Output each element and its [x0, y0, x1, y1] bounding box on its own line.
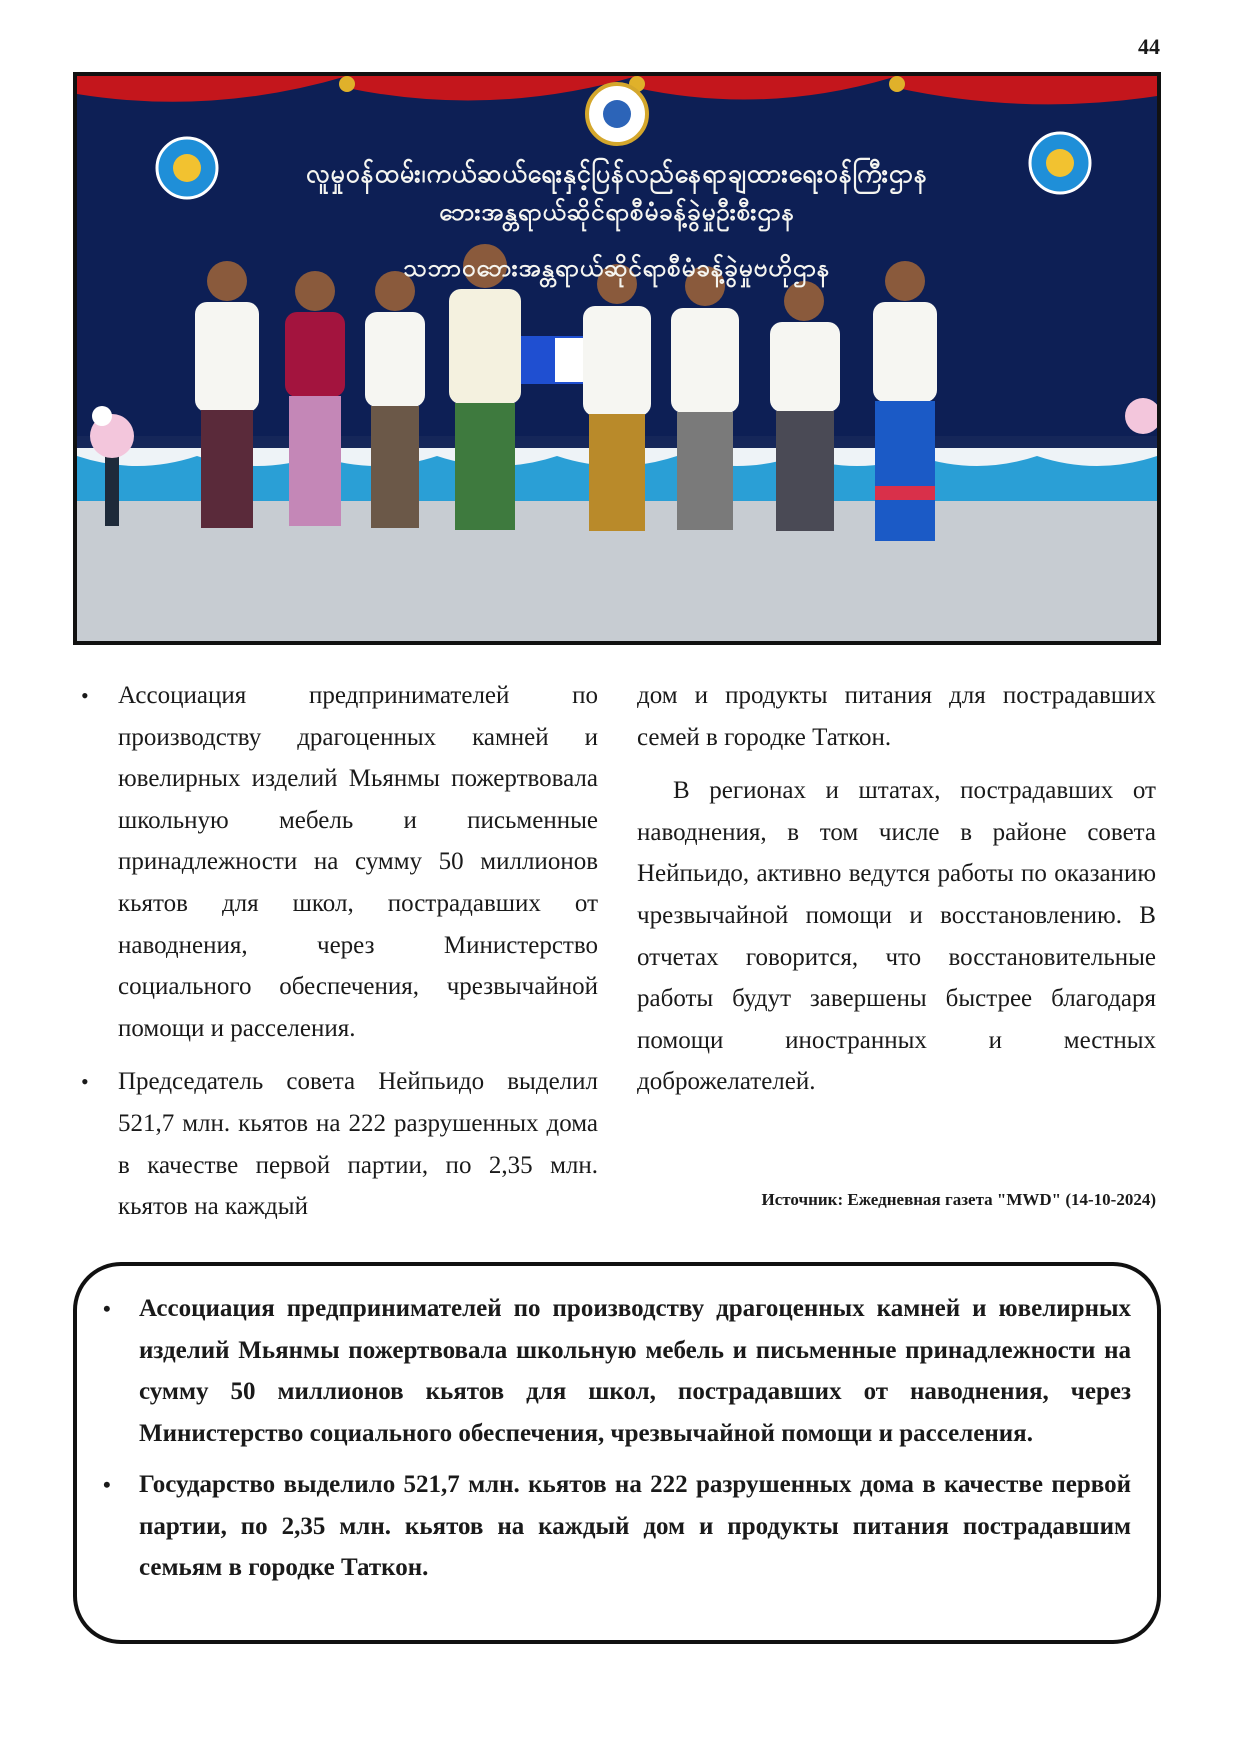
summary-bullet: • Ассоциация предпринимателей по производству драгоценных камней и ювелирных изделий Мьянмы пожертвовала школьную мебель и письменные принадлежности на сумму 50 миллионов кьятов для школ, пострадавших от наводнения, через Министерство социального обеспечения, чрезвычайной помощи и расселения. — [139, 1288, 1131, 1454]
body-paragraph: В регионах и штатах, пострадавших от наводнения, в том числе в районе совета Нейпьидо, активно ведутся работы по оказанию чрезвычайной помощи и восстановлению. В отчетах говорится, что восстановительные работы будут завершены быстрее благодаря помощи иностранных и местных доброжелателей. — [637, 777, 1156, 1096]
event-photo — [73, 72, 1161, 645]
certificate-folder — [521, 336, 587, 384]
summary-box — [73, 1262, 1161, 1644]
banner-line-2: ဘေးအန္တရာယ်ဆိုင်ရာစီမံခန့်ခွဲမှုဦးစီးဌာန — [439, 198, 795, 226]
summary-bullet: • Государство выделило 521,7 млн. кьятов на 222 разрушенных дома в качестве первой партии, по 2,35 млн. кьятов на каждый дом и продукты питания пострадавшим семьям в городке Таткон. — [139, 1464, 1131, 1589]
continued-paragraph: дом и продукты питания для пострадавших семей в городке Таткон. — [637, 682, 1156, 751]
ministry-logo-center — [587, 84, 647, 144]
left-column — [118, 675, 598, 1240]
person-8 — [873, 261, 937, 541]
page-number: 44 — [1138, 34, 1160, 59]
bullet-item: • Ассоциация предпринимателей по производству драгоценных камней и ювелирных изделий Мьянмы пожертвовала школьную мебель и письменные принадлежности на сумму 50 миллионов кьятов для школ, пострадавших от наводнения, через Министерство социального обеспечения, чрезвычайной помощи и расселения. — [118, 675, 598, 1049]
banner-line-3: သဘာဝဘေးအန္တရာယ်ဆိုင်ရာစီမံခန့်ခွဲမှုဗဟိုဌာန — [403, 254, 831, 282]
bullet-item: • Председатель совета Нейпьидо выделил 521,7 млн. кьятов на 222 разрушенных дома в качестве первой партии, по 2,35 млн. кьятов на каждый — [118, 1061, 598, 1227]
banner-line-1: လူမှုဝန်ထမ်း၊ကယ်ဆယ်ရေးနှင့်ပြန်လည်နေရာချထားရေးဝန်ကြီးဌာန — [306, 159, 928, 188]
source-citation: Источник: Ежедневная газета "MWD" (14-10-2024) — [761, 1190, 1156, 1209]
right-column — [637, 675, 1156, 1103]
